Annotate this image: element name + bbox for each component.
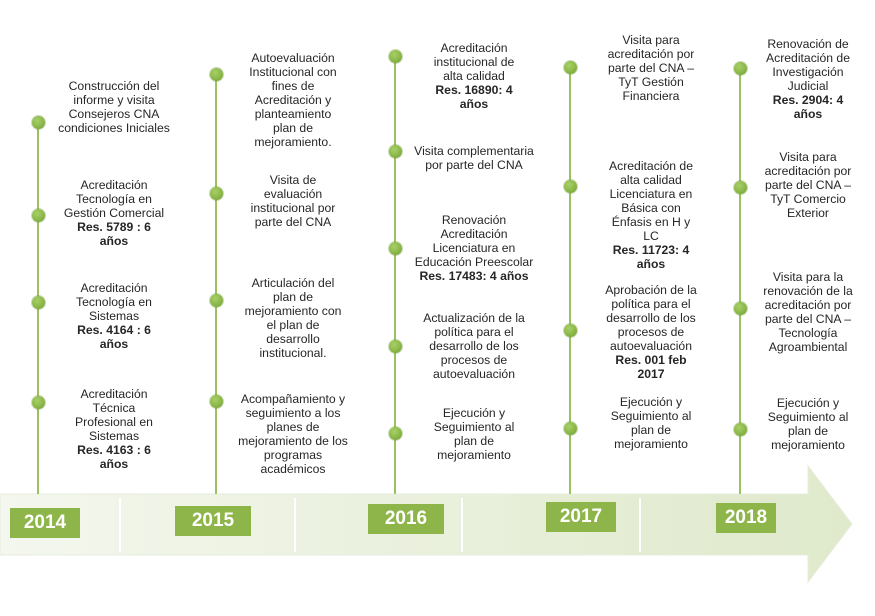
event-description: Visita para acreditación por parte del CNA – TyT Comercio Exterior: [764, 150, 852, 220]
timeline-vertical-line: [215, 74, 217, 494]
timeline-event: [413, 41, 535, 111]
timeline-event: [50, 178, 178, 248]
timeline-marker-dot: [32, 296, 45, 309]
timeline-marker-dot: [564, 324, 577, 337]
timeline-marker-dot: [389, 242, 402, 255]
event-description: Ejecución y Seguimiento al plan de mejoramiento: [767, 396, 849, 452]
event-description: Acreditación de alta calidad Licenciatura en Básica con Énfasis en H y LC: [608, 159, 693, 243]
event-description: Renovación de Acreditación de Investigación Judicial: [765, 37, 850, 93]
timeline-marker-dot: [210, 395, 223, 408]
event-resolution: Res. 17483: 4 años: [419, 269, 529, 283]
timeline-event: [752, 150, 864, 220]
event-description: Actualización de la política para el desarrollo de los procesos de autoevaluación: [423, 311, 525, 381]
year-label-2017: 2017: [546, 502, 616, 532]
event-resolution: Res. 001 feb 2017: [615, 353, 687, 381]
event-description: Visita para acreditación por parte del CNA – TyT Gestión Financiera: [607, 33, 695, 103]
timeline-event: [238, 392, 348, 476]
year-label-2015: 2015: [175, 506, 251, 536]
timeline-marker-dot: [564, 422, 577, 435]
timeline-event: [238, 51, 348, 149]
timeline-marker-dot: [32, 116, 45, 129]
timeline-event: [752, 270, 864, 354]
timeline-event: [413, 311, 535, 381]
event-description: Acreditación institucional de alta calidad: [433, 41, 515, 83]
timeline-marker-dot: [32, 209, 45, 222]
event-resolution: Res. 5789 : 6 años: [77, 220, 151, 248]
timeline-marker-dot: [389, 340, 402, 353]
timeline-marker-dot: [734, 302, 747, 315]
timeline-event: [238, 173, 348, 229]
event-description: Visita para la renovación de la acreditación por parte del CNA – Tecnología Agroambiental: [763, 270, 853, 354]
year-label-2014: 2014: [10, 508, 80, 538]
timeline-marker-dot: [564, 180, 577, 193]
event-resolution: Res. 16890: 4 años: [435, 83, 513, 111]
timeline-marker-dot: [210, 187, 223, 200]
timeline-event: [413, 406, 535, 462]
event-description: Acreditación Técnica Profesional en Sistemas: [75, 387, 153, 443]
timeline-marker-dot: [389, 50, 402, 63]
event-resolution: Res. 2904: 4 años: [772, 93, 844, 121]
timeline-marker-dot: [564, 61, 577, 74]
event-description: Renovación Acreditación Licenciatura en Educación Preescolar: [414, 213, 534, 269]
timeline-event: [752, 37, 864, 121]
timeline-event: [596, 159, 706, 271]
event-description: Acompañamiento y seguimiento a los planes de mejoramiento de los programas académicos: [238, 392, 348, 476]
timeline-event: [50, 79, 178, 135]
timeline-marker-dot: [389, 427, 402, 440]
event-description: Aprobación de la política para el desarrollo de los procesos de autoevaluación: [605, 283, 697, 353]
timeline-marker-dot: [210, 68, 223, 81]
timeline-event: [596, 33, 706, 103]
event-resolution: Res. 4164 : 6 años: [77, 323, 151, 351]
event-resolution: Res. 11723: 4 años: [612, 243, 690, 271]
timeline-marker-dot: [389, 145, 402, 158]
event-resolution: Res. 4163 : 6 años: [77, 443, 151, 471]
event-description: Autoevaluación Institucional con fines de Acreditación y planteamiento plan de mejoramiento.: [249, 51, 337, 149]
timeline-event: [596, 283, 706, 381]
timeline-event: [413, 144, 535, 172]
event-description: Acreditación Tecnología en Sistemas: [76, 281, 152, 323]
timeline-event: [238, 276, 348, 360]
event-description: Ejecución y Seguimiento al plan de mejoramiento: [610, 395, 692, 451]
year-label-2016: 2016: [368, 504, 444, 534]
timeline-event: [50, 281, 178, 351]
event-description: Construcción del informe y visita Consejeros CNA condiciones Iniciales: [58, 79, 170, 135]
timeline-marker-dot: [734, 62, 747, 75]
event-description: Visita de evaluación institucional por parte del CNA: [250, 173, 336, 229]
timeline-event: [596, 395, 706, 451]
timeline-event: [50, 387, 178, 471]
event-description: Acreditación Tecnología en Gestión Comercial: [63, 178, 165, 220]
timeline-marker-dot: [32, 396, 45, 409]
event-description: Articulación del plan de mejoramiento con el plan de desarrollo institucional.: [244, 276, 342, 360]
timeline-marker-dot: [210, 294, 223, 307]
timeline-marker-dot: [734, 181, 747, 194]
year-label-2018: 2018: [716, 503, 776, 533]
timeline-event: [413, 213, 535, 283]
event-description: Ejecución y Seguimiento al plan de mejoramiento: [433, 406, 515, 462]
timeline-marker-dot: [734, 423, 747, 436]
timeline-event: [752, 396, 864, 452]
event-description: Visita complementaria por parte del CNA: [414, 144, 534, 172]
